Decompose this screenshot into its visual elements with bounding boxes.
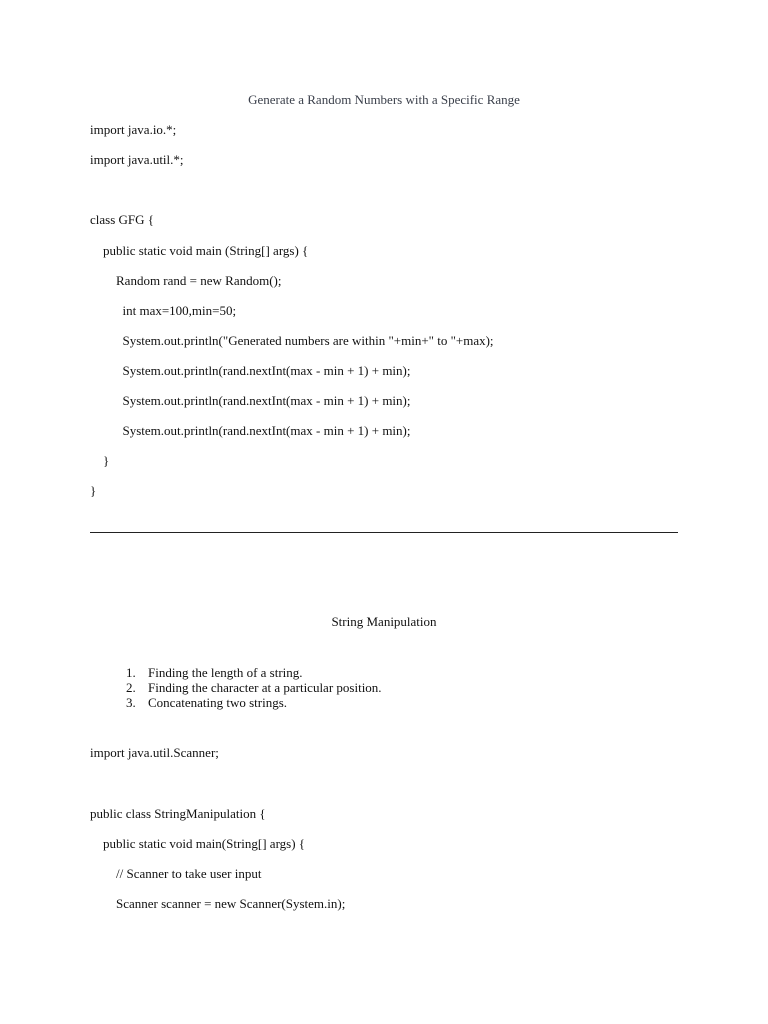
code-line: public static void main(String[] args) { xyxy=(90,836,306,851)
code-line: class GFG { xyxy=(90,212,155,227)
code-line: public class StringManipulation { xyxy=(90,806,266,821)
list-item-text: Finding the character at a particular position. xyxy=(148,680,382,695)
list-item xyxy=(113,680,287,725)
list-item-text: Finding the length of a string. xyxy=(148,665,303,680)
horizontal-rule xyxy=(90,532,678,533)
list-item-number: 2. xyxy=(126,680,136,695)
code-line: Scanner scanner = new Scanner(System.in); xyxy=(90,896,346,911)
code-line: public static void main (String[] args) { xyxy=(90,243,309,258)
code-line: } xyxy=(90,453,110,468)
list-item-number: 1. xyxy=(126,665,136,680)
code-line: import java.util.Scanner; xyxy=(90,745,219,760)
code-line: } xyxy=(90,483,97,498)
code-line: Random rand = new Random(); xyxy=(90,273,282,288)
code-line: System.out.println(rand.nextInt(max - min + 1) + min); xyxy=(90,393,411,408)
list-item-number: 3. xyxy=(126,695,136,710)
list-item-text: Concatenating two strings. xyxy=(148,695,288,710)
code-line: import java.util.*; xyxy=(90,152,184,167)
code-line: System.out.println("Generated numbers are within "+min+" to "+max); xyxy=(90,333,494,348)
code-line: System.out.println(rand.nextInt(max - min + 1) + min); xyxy=(90,423,411,438)
code-line: import java.io.*; xyxy=(90,122,177,137)
section-title-random-numbers: Generate a Random Numbers with a Specific Range xyxy=(248,92,520,107)
code-line: // Scanner to take user input xyxy=(90,866,262,881)
code-line: int max=100,min=50; xyxy=(90,303,237,318)
code-line: System.out.println(rand.nextInt(max - min + 1) + min); xyxy=(90,363,411,378)
section-title-string-manipulation: String Manipulation xyxy=(331,614,437,629)
